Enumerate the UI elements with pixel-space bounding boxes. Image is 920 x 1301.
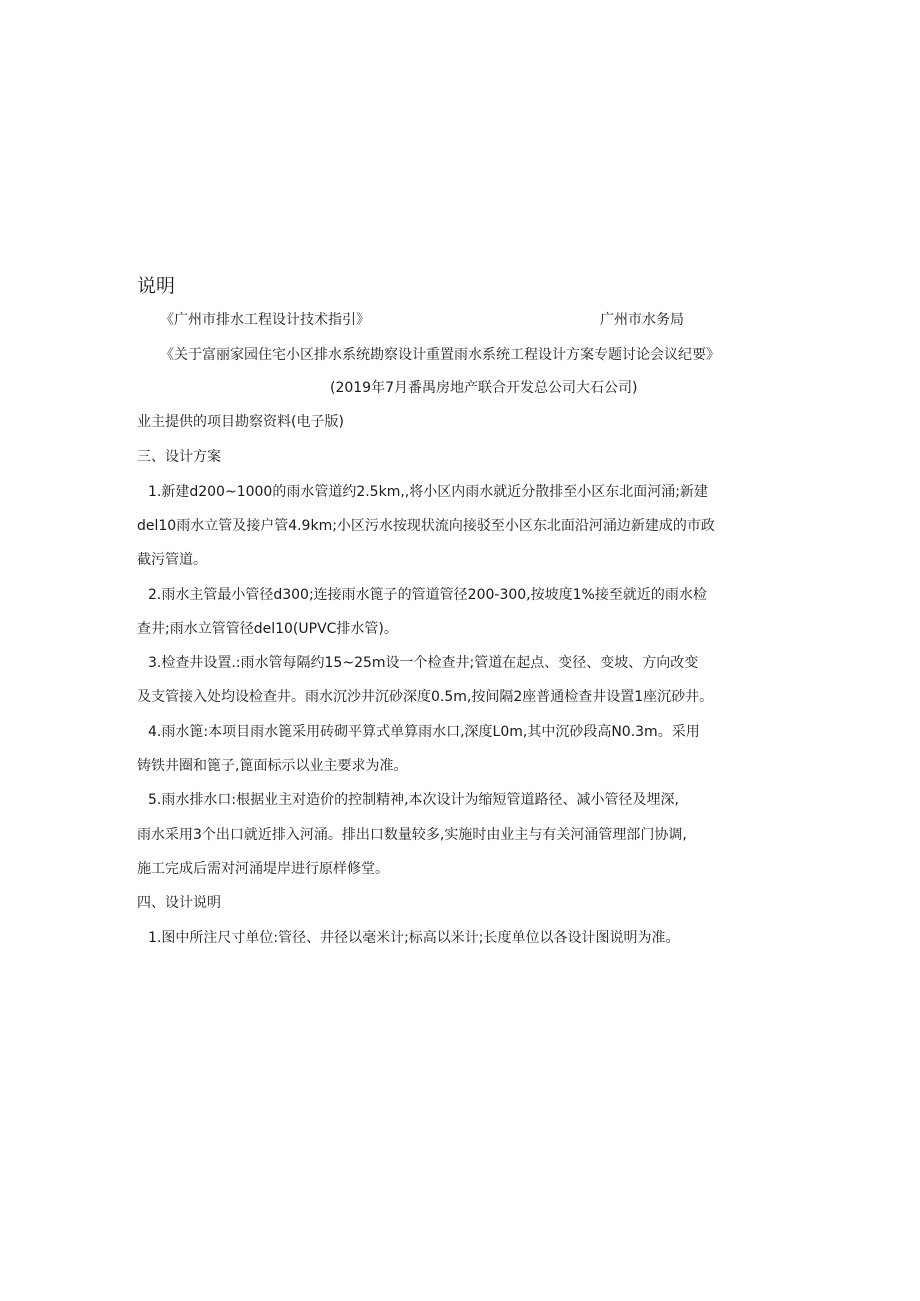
section-4-item-1: 1.图中所注尺寸单位:管径、井径以毫米计;标高以米计;长度单位以各设计图说明为准。 (148, 930, 680, 946)
section-3-item-1-line-2: del10雨水立管及接户管4.9km;小区污水按现状流向接驳至小区东北面沿河涌边新建成的市政 (137, 518, 715, 534)
reference-3: 业主提供的项目勘察资料(电子版) (137, 414, 344, 430)
section-3-item-5-line-2: 雨水采用3个出口就近排入河涌。排出口数量较多,实施时由业主与有关河涌管理部门协调, (137, 827, 687, 843)
section-3-heading: 三、设计方案 (137, 449, 221, 465)
document-title: 说明 (137, 275, 176, 297)
section-3-item-1-line-3: 截污管道。 (137, 552, 207, 568)
section-3-item-4-line-1: 4.雨水篦:本项目雨水篦采用砖砌平算式单算雨水口,深度L0m,其中沉砂段高N0.3m。采用 (148, 724, 700, 740)
section-3-item-5-line-1: 5.雨水排水口:根据业主对造价的控制精神,本次设计为缩短管道路径、减小管径及埋深, (148, 792, 679, 808)
section-3-item-3-line-1: 3.检查井设置.:雨水管每隔约15~25m设一个检查井;管道在起点、变径、变坡、方向改变 (148, 655, 699, 671)
reference-2-document: 《关于富丽家园住宅小区排水系统勘察设计重置雨水系统工程设计方案专题讨论会议纪要》 (160, 347, 720, 363)
section-3-item-2-line-2: 查井;雨水立管管径del10(UPVC排水管)。 (137, 621, 398, 637)
reference-1-document: 《广州市排水工程设计技术指引》 (160, 312, 370, 328)
reference-2-organization: (2019年7月番禺房地产联合开发总公司大石公司) (330, 380, 638, 396)
section-3-item-4-line-2: 铸铁井圈和篦子,篦面标示以业主要求为准。 (137, 758, 408, 774)
reference-1-organization: 广州市水务局 (600, 312, 684, 328)
section-4-heading: 四、设计说明 (137, 895, 221, 911)
section-3-item-1-line-1: 1.新建d200~1000的雨水管道约2.5km,,将小区内雨水就近分散排至小区东北面河涌;新建 (148, 484, 708, 500)
section-3-item-3-line-2: 及支管接入处均设检查井。雨水沉沙井沉砂深度0.5m,按间隔2座普通检查井设置1座沉砂井。 (137, 689, 714, 705)
section-3-item-5-line-3: 施工完成后需对河涌堤岸进行原样修堂。 (137, 861, 389, 877)
section-3-item-2-line-1: 2.雨水主管最小管径d300;连接雨水篦子的管道管径200-300,按坡度1%接至就近的雨水检 (148, 587, 707, 603)
